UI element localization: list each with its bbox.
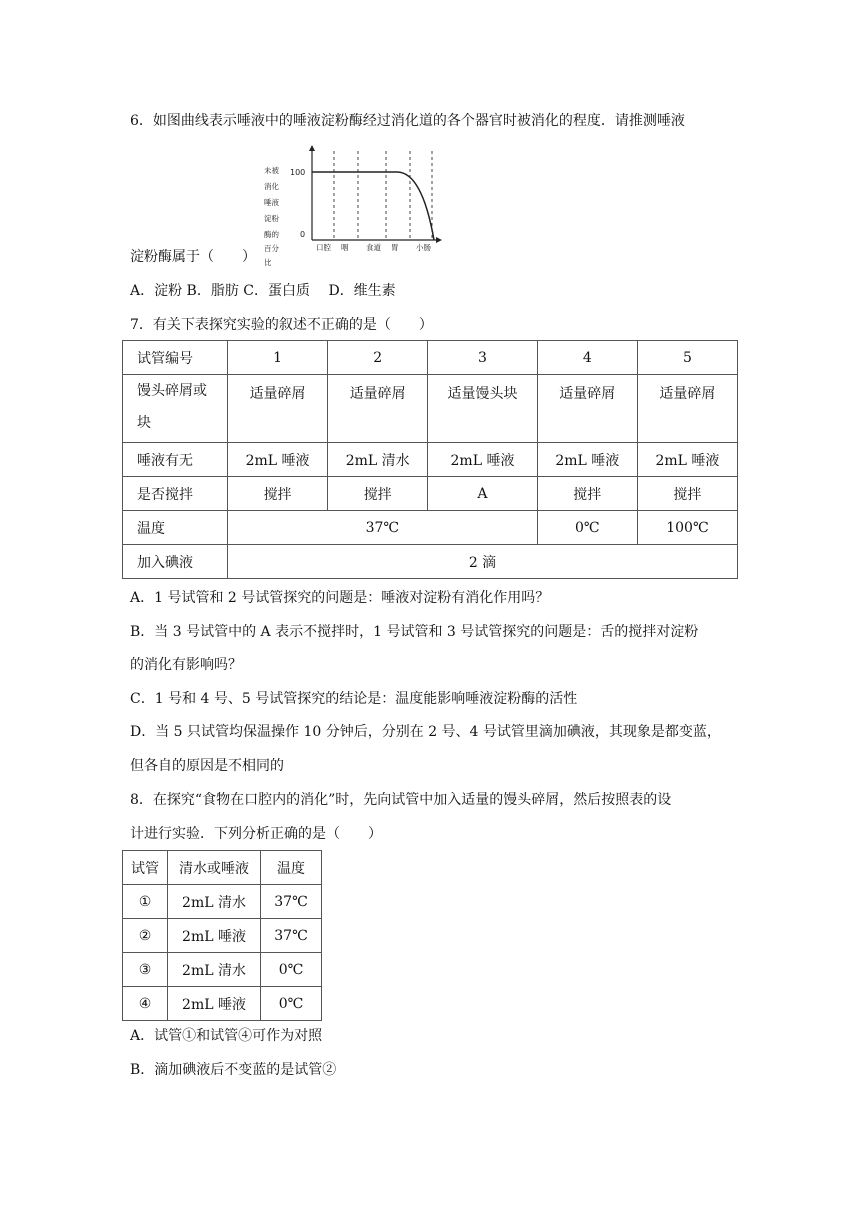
x-tick-label: 咽 [341, 243, 349, 252]
table-header: 温度 [261, 851, 322, 885]
table-cell: 2mL 清水 [328, 443, 428, 477]
q8-option-b: B．滴加碘液后不变蓝的是试管② [130, 1062, 337, 1078]
q8-option-a: A．试管①和试管④可作为对照 [130, 1028, 323, 1044]
table-cell: 搅拌 [228, 477, 328, 511]
table-cell: 2mL 唾液 [428, 443, 537, 477]
table-cell: 2mL 唾液 [168, 919, 261, 953]
svg-text:消化: 消化 [264, 182, 279, 191]
x-tick-label: 胃 [391, 243, 399, 252]
q8-stem-cont: 计进行实验．下列分析正确的是（ ） [130, 826, 382, 842]
table-cell: 适量馒头块 [428, 375, 537, 443]
table-header-label: 试管编号 [123, 341, 228, 375]
table-header: 2 [328, 341, 428, 375]
digestion-chart [262, 145, 442, 267]
q7-option-d-cont: 但各自的原因是不相同的 [130, 758, 284, 774]
table-cell: 搅拌 [537, 477, 637, 511]
x-tick-label: 口腔 [316, 243, 331, 252]
table-cell: 37℃ [228, 511, 538, 545]
table-cell: 0℃ [537, 511, 637, 545]
table-cell: 2mL 清水 [168, 885, 261, 919]
q7-option-b-cont: 的消化有影响吗？ [130, 657, 242, 673]
svg-text:唾液: 唾液 [264, 198, 279, 207]
experiment-table [122, 340, 738, 579]
row-label: 是否搅拌 [123, 477, 228, 511]
table-header: 1 [228, 341, 328, 375]
table-header: 试管 [123, 851, 168, 885]
table-cell: 适量碎屑 [537, 375, 637, 443]
q7-option-a: A．1 号试管和 2 号试管探究的问题是：唾液对淀粉有消化作用吗？ [130, 590, 550, 606]
q6-stem: 6．如图曲线表示唾液中的唾液淀粉酶经过消化道的各个器官时被消化的程度．请推测唾液 [130, 113, 685, 129]
table-cell: A [428, 477, 537, 511]
q7-option-c: C．1 号和 4 号、5 号试管探究的结论是：温度能影响唾液淀粉酶的活性 [130, 691, 578, 707]
svg-text:淀粉: 淀粉 [264, 214, 279, 223]
svg-text:比: 比 [264, 258, 272, 267]
table-cell: 2mL 唾液 [637, 443, 737, 477]
table-cell: 适量碎屑 [637, 375, 737, 443]
y-tick-100: 100 [290, 168, 306, 177]
table-cell: 搅拌 [328, 477, 428, 511]
row-label-line: 馒头碎屑或 [137, 383, 207, 399]
svg-text:未被: 未被 [264, 166, 279, 175]
table-cell: ② [123, 919, 168, 953]
table-header: 5 [637, 341, 737, 375]
table-cell: 37℃ [261, 919, 322, 953]
row-label [123, 375, 228, 443]
table-cell: 0℃ [261, 987, 322, 1021]
table-cell: ④ [123, 987, 168, 1021]
table-cell: 100℃ [637, 511, 737, 545]
table-header: 4 [537, 341, 637, 375]
table-header: 3 [428, 341, 537, 375]
table-cell: ③ [123, 953, 168, 987]
y-axis-label [264, 165, 279, 267]
table-cell: 2mL 唾液 [228, 443, 328, 477]
svg-text:百分: 百分 [264, 244, 279, 253]
q6-options: A．淀粉 B．脂肪 C．蛋白质 D．维生素 [130, 283, 396, 299]
q7-option-b: B．当 3 号试管中的 A 表示不搅拌时，1 号试管和 3 号试管探究的问题是：舌的搅拌对淀粉 [130, 624, 699, 640]
x-tick-label: 食道 [366, 243, 381, 252]
row-label: 唾液有无 [123, 443, 228, 477]
row-label-line: 块 [137, 415, 151, 431]
table-header: 清水或唾液 [168, 851, 261, 885]
q6-stem-end: 淀粉酶属于（ ） [130, 249, 256, 265]
q7-stem: 7．有关下表探究实验的叙述不正确的是（ ） [130, 317, 433, 333]
table-cell: 搅拌 [637, 477, 737, 511]
table-cell: 2mL 唾液 [168, 987, 261, 1021]
row-label: 加入碘液 [123, 545, 228, 579]
table-cell: 2mL 清水 [168, 953, 261, 987]
table-cell: 37℃ [261, 885, 322, 919]
table-cell: ① [123, 885, 168, 919]
q8-stem: 8．在探究“食物在口腔内的消化”时，先向试管中加入适量的馒头碎屑，然后按照表的设 [130, 792, 672, 808]
row-label: 温度 [123, 511, 228, 545]
table-cell: 适量碎屑 [328, 375, 428, 443]
series-line [312, 172, 434, 240]
x-axis-arrow [436, 237, 442, 243]
table-cell: 适量碎屑 [228, 375, 328, 443]
table-cell: 0℃ [261, 953, 322, 987]
y-tick-0: 0 [300, 230, 306, 239]
table-cell: 2 滴 [228, 545, 738, 579]
saliva-table [122, 850, 322, 1021]
svg-text:酶的: 酶的 [264, 230, 279, 239]
x-tick-label: 小肠 [416, 243, 431, 252]
y-axis-arrow [309, 145, 315, 151]
q7-option-d: D．当 5 只试管均保温操作 10 分钟后，分别在 2 号、4 号试管里滴加碘液，其现象是都变蓝， [130, 724, 721, 740]
table-cell: 2mL 唾液 [537, 443, 637, 477]
